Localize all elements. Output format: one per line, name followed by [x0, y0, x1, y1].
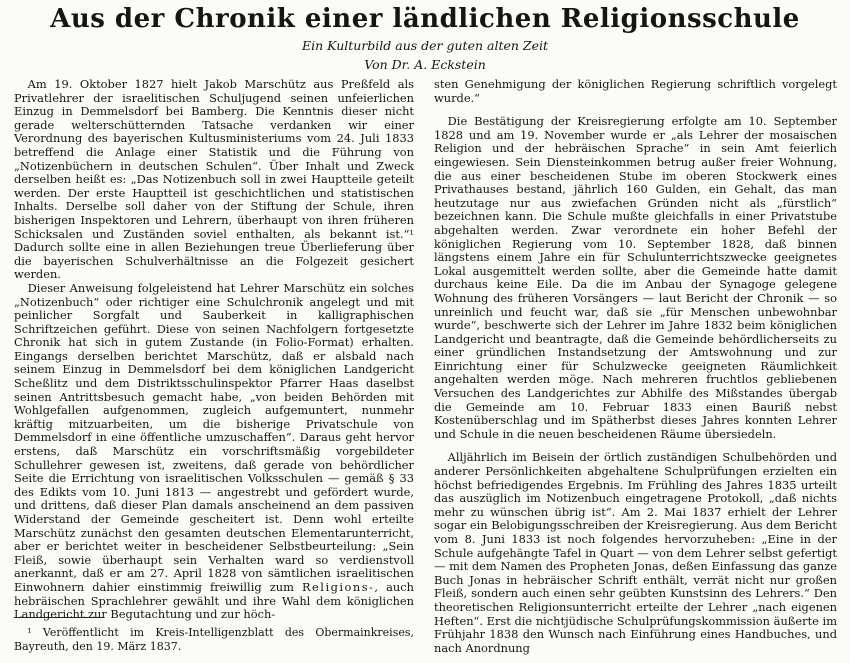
footnote-text: ¹ Veröffentlicht im Kreis-Intelligenzblatt des Obermainkreises, Bayreuth, den 19. März 1837. [14, 626, 414, 653]
footnote [14, 626, 414, 654]
left-paragraph-2-text: Dieser Anweisung folgeleistend hat Lehrer Marschütz ein solches „Notizenbuch“ oder richtiger eine Schulchronik angelegt und mit peinlicher Sorgfalt und Sauberkeit in kalligraphischen Schriftzeichen geführt. Diese von seinen Nachfolgern fortgesetzte Chronik hat sich in gutem Zustande (in Folio-Format) erhalten. Eingangs derselben berichtet Marschütz, daß er alsbald nach seinem Einzug in Demmelsdorf bei dem königlichen Landgericht Scheßlitz und dem Distriktsschulinspektor Pfarrer Haas daselbst seinen Antrittsbesuch gemacht habe, „von beiden Behörden mit Wohlgefallen aufgenommen, zugleich aufgemuntert, nunmehr kräftig mitzuarbeiten, um die bisherige Privatschule von Demmelsdorf in eine öffentliche umzuschaffen“. Daraus geht hervor erstens, daß Marschütz ein vorschriftsmäßig vorgebildeter Schullehrer gewesen ist, zweitens, daß gerade von behördlicher Seite die Errichtung von israelitischen Volksschulen — gemäß § 33 des Edikts vom 10. Juni 1813 — angestrebt und gefördert wurde, und drittens, daß dieser Plan damals anscheinend an dem passiven Widerstand der Gemeinde gescheitert ist. Denn wohl erteilte Marschütz zunächst den gesamten deutschen Elementarunterricht, aber er berichtet weiter in bescheidener Selbstbeurteilung: „Sein Fleiß, sowie überhaupt sein Verhalten ward so verdienstvoll anerkannt, daß er am 27. April 1828 von sämtlichen israelitischen Einwohnern dahier einstimmig freiwillig zum [14, 280, 414, 594]
left-paragraph-2-end: , auch hebräischen Sprachlehrer gewählt und ihre Wahl dem königlichen Landgericht zur Begutachtung und zur höch- [14, 579, 414, 622]
left-paragraph-2 [14, 282, 414, 622]
left-paragraph-2-spaced-word: Religions- [301, 579, 375, 594]
article-subtitle: Ein Kulturbild aus der guten alten Zeit [301, 38, 548, 53]
right-column [434, 78, 837, 655]
article-title: Aus der Chronik einer ländlichen Religionsschule [50, 4, 800, 34]
article-author: Von Dr. A. Eckstein [364, 57, 486, 72]
left-paragraph-1: Am 19. Oktober 1827 hielt Jakob Marschütz aus Preßfeld als Privatlehrer der israelitischen Schuljugend seinen unfeierlichen Einzug in Demmelsdorf bei Bamberg. Die Kenntnis dieser nicht gerade welterschütternden Tatsache verdanken wir einer Verordnung des bayerischen Kultusministeriums vom 24. Juli 1833 betreffend die Anlage einer Statistik und die Führung von „Notizenbüchern in deutschen Schulen“. Über Inhalt und Zweck derselben heißt es: „Das Notizenbuch soll in zwei Hauptteile geteilt werden. Der erste Hauptteil ist geschichtlichen und statistischen Inhalts. Derselbe soll daher von der Stiftung der Schule, ihren bisherigen Inspektoren und Lehrern, überhaupt von ihren früheren Schicksalen und Zuständen soviel enthalten, als bekannt ist.“¹ Dadurch sollte eine in allen Beziehungen treue Überlieferung über die bayerischen Schulverhältnisse an die Folgezeit gesichert werden. [14, 77, 414, 282]
right-paragraph-0: sten Genehmigung der königlichen Regierung schriftlich vorgelegt wurde.“ [434, 77, 837, 105]
right-paragraph-2: Alljährlich im Beisein der örtlich zuständigen Schulbehörden und anderer Persönlichkeiten abgehaltene Schulprüfungen erzielten ein höchst befriedigendes Ergebnis. Im Frühling des Jahres 1835 urteilt das auszüglich im Notizenbuch eingetragene Protokoll, „daß nichts mehr zu wünschen übrig ist“. Am 2. Mai 1837 erhielt der Lehrer sogar ein Belobigungsschreiben der Kreisregierung. Aus dem Bericht vom 8. Juni 1833 ist noch folgendes hervorzuheben: „Eine in der Schule aufgehängte Tafel in Quart — von dem Lehrer selbst gefertigt — mit dem Namen des Propheten Jonas, deßen Einfassung das ganze Buch Jonas in hebräischer Schrift enthält, verrät nicht nur großen Fleiß, sondern auch einen sehr geübten Kunstsinn des Lehrers.“ Den theoretischen Religionsunterricht erteilte der Lehrer „nach eigenen Heften“. Erst die nichtjüdische Schulprüfungskommission äußerte im Frühjahr 1838 den Wunsch nach Einführung eines Handbuches, und nach Anordnung [434, 450, 837, 655]
footnote-rule [14, 617, 104, 618]
left-column [14, 78, 414, 622]
right-paragraph-1: Die Bestätigung der Kreisregierung erfolgte am 10. September 1828 und am 19. November wurde er „als Lehrer der mosaischen Religion und der hebräischen Sprache“ in sein Amt feierlich eingewiesen. Sein Diensteinkommen betrug außer freier Wohnung, die aus einer bescheidenen Stube im oberen Stockwerk eines Privathauses bestand, jährlich 160 Gulden, ein Gehalt, das man heutzutage nur aus zwiefachen Gründen nicht als „fürstlich“ bezeichnen kann. Die Schule mußte gleichfalls in einer Privatstube abgehalten werden. Zwar verordnete ein hoher Befehl der königlichen Regierung vom 10. September 1828, daß binnen längstens einem Jahre ein für Schulunterrichtszwecke geeignetes Lokal ausgemittelt werden sollte, aber die Gemeinde hatte damit durchaus keine Eile. Da die im Anbau der Synagoge gelegene Wohnung des früheren Vorsängers — laut Bericht der Chronik — so unreinlich und feucht war, daß sie „für Menschen unbewohnbar wurde“, beschwerte sich der Lehrer im Jahre 1832 beim königlichen Landgericht und beantragte, daß die Gemeinde behördlicherseits zu einer gründlichen Instandsetzung der Amtswohnung und zur Einrichtung einer für Schulzwecke geeigneten Räumlichkeit angehalten werden möge. Nach mehreren fruchtlos gebliebenen Versuchen des Landgerichtes zur Abhilfe des Mißstandes übergab die Gemeinde am 10. Februar 1833 einen Bauriß nebst Kostenüberschlag und im Spätherbst dieses Jahres konnten Lehrer und Schule in die neuen bescheidenen Räume übersiedeln. [434, 114, 837, 441]
